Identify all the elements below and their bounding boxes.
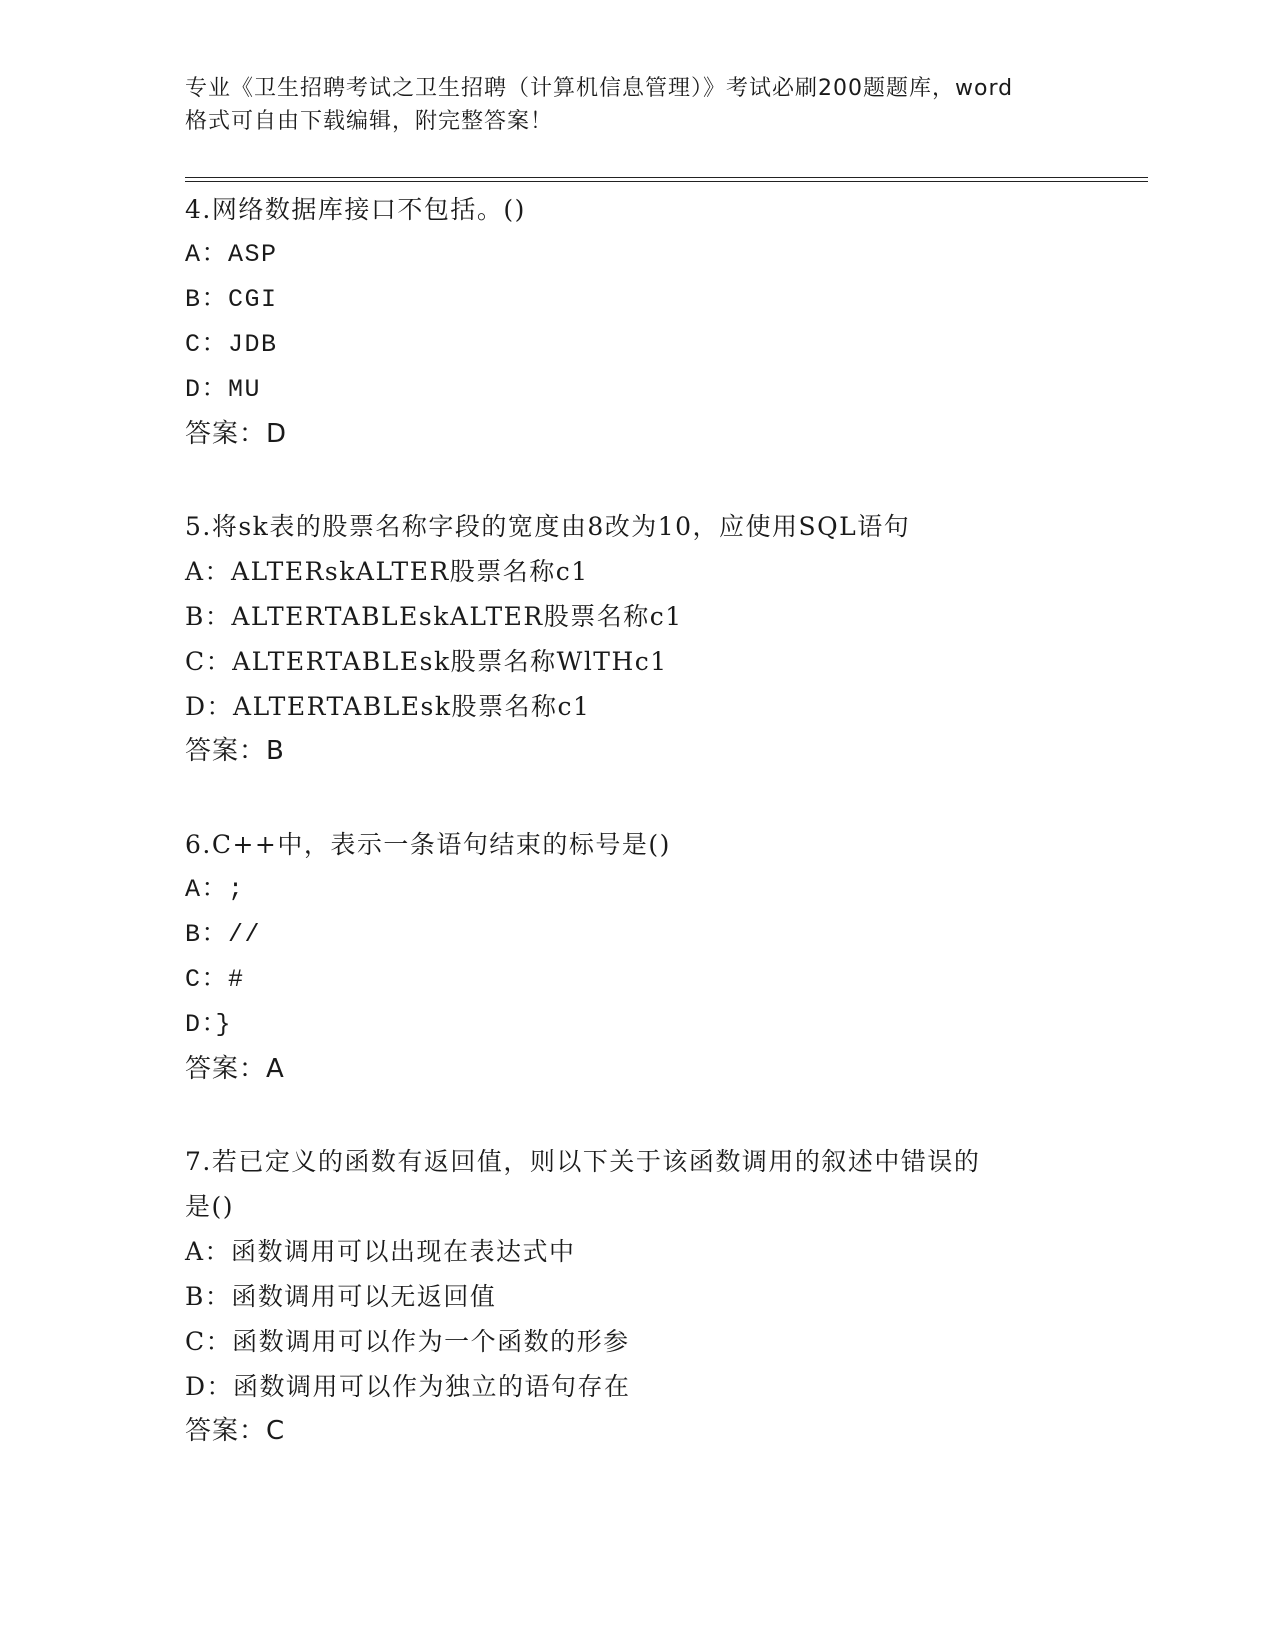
question-block [185,822,1085,1092]
option-d: D：} [185,1010,233,1039]
option-c: C：ALTERTABLEsk股票名称WlTHc1 [185,647,668,676]
option-c: C：JDB [185,330,278,359]
option-c: C：# [185,965,245,994]
question-stem: 7.若已定义的函数有返回值，则以下关于该函数调用的叙述中错误的 [185,1147,981,1176]
option-a: A：; [185,875,245,904]
answer-label: 答案：A [185,1054,285,1084]
answer-label: 答案：D [185,419,288,449]
question-stem: 5.将sk表的股票名称字段的宽度由8改为10，应使用SQL语句 [185,512,911,541]
header-divider [185,181,1148,182]
answer-label: 答案：C [185,1416,286,1446]
option-a: A：ASP [185,240,278,269]
question-stem: 4.网络数据库接口不包括。() [185,195,526,224]
option-b: B：函数调用可以无返回值 [185,1282,497,1311]
question-block [185,504,1085,774]
option-b: B：// [185,920,262,949]
option-b: B：CGI [185,285,278,314]
header-line: 专业《卫生招聘考试之卫生招聘（计算机信息管理）》考试必刷200题题库，word [185,76,1014,101]
answer-label: 答案：B [185,736,285,766]
option-a: A：函数调用可以出现在表达式中 [185,1237,576,1266]
option-c: C：函数调用可以作为一个函数的形参 [185,1327,630,1356]
option-a: A：ALTERskALTER股票名称c1 [185,557,589,586]
document-header [185,72,1085,138]
question-block [185,1139,1085,1454]
question-block [185,187,1085,457]
question-stem-continued: 是() [185,1192,235,1221]
option-d: D：函数调用可以作为独立的语句存在 [185,1372,631,1401]
option-b: B：ALTERTABLEskALTER股票名称c1 [185,602,683,631]
header-divider [185,177,1148,178]
option-d: D：MU [185,375,262,404]
header-line: 格式可自由下载编辑，附完整答案！ [185,109,554,134]
option-d: D：ALTERTABLEsk股票名称c1 [185,692,591,721]
question-stem: 6.C++中，表示一条语句结束的标号是() [185,830,671,859]
